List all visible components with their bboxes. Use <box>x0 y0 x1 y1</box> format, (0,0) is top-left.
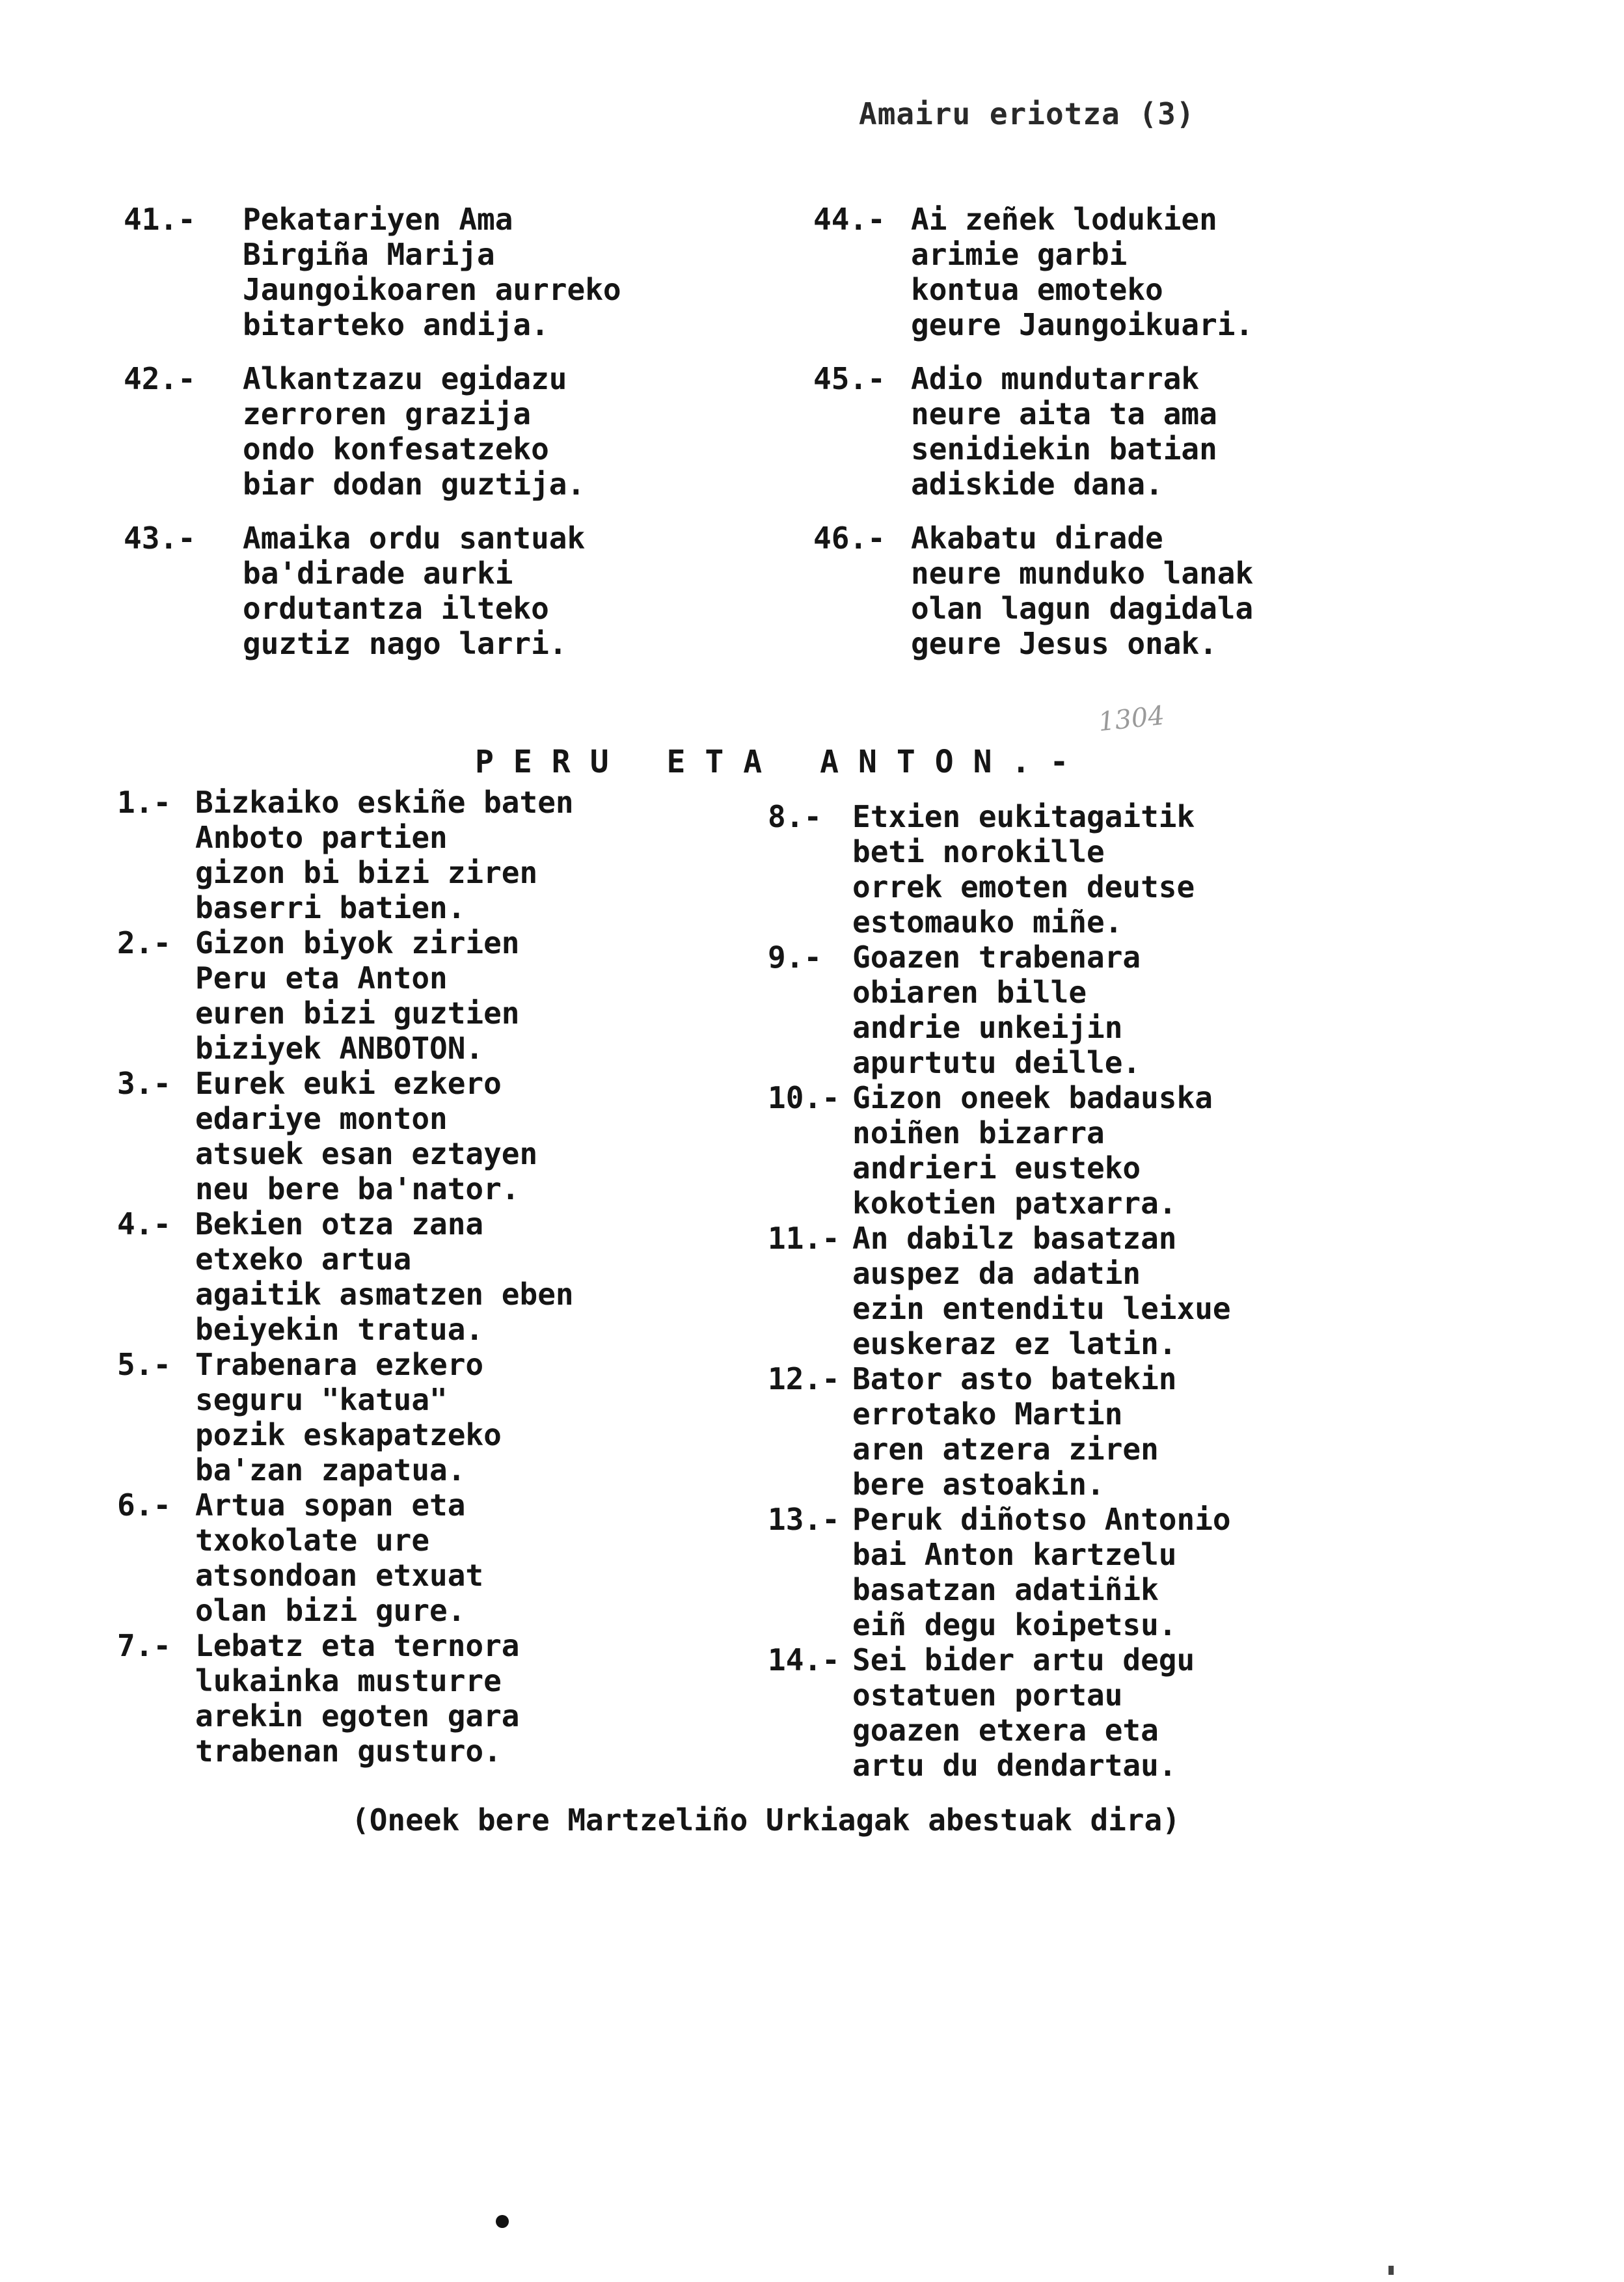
verse <box>768 1221 1231 1361</box>
footer-note: (Oneek bere Martzeliño Urkiagak abestuak dira) <box>351 1802 1180 1838</box>
top-left-column <box>124 202 621 680</box>
ink-mark <box>1388 2266 1394 2275</box>
verse-number: 43.- <box>124 521 196 556</box>
verse-line: andrieri eusteko <box>852 1150 1141 1186</box>
verse <box>813 521 1253 661</box>
verse-line: Trabenara ezkero <box>195 1347 484 1382</box>
verse <box>768 1080 1231 1221</box>
verse-line: beti norokille <box>852 834 1105 869</box>
verse-line: An dabilz basatzan <box>852 1221 1177 1256</box>
verse-line: Akabatu dirade <box>911 521 1163 556</box>
verse-line: Ai zeñek lodukien <box>911 202 1217 237</box>
verse-line: pozik eskapatzeko <box>195 1417 502 1452</box>
verse-line: Lebatz eta ternora <box>195 1628 520 1663</box>
verse-number: 1.- <box>117 785 172 820</box>
verse <box>117 1487 574 1628</box>
page-header: Amairu eriotza (3) <box>859 96 1195 131</box>
verse-line: aren atzera ziren <box>852 1432 1159 1467</box>
verse <box>117 1347 574 1487</box>
verse-line: arimie garbi <box>911 237 1128 272</box>
verse-line: Artua sopan eta <box>195 1487 466 1523</box>
verse-line: trabenan gusturo. <box>195 1733 502 1769</box>
verse-line: basatzan adatiñik <box>852 1572 1159 1607</box>
verse-line: gizon bi bizi ziren <box>195 855 538 890</box>
verse-line: Sei bider artu degu <box>852 1642 1195 1678</box>
verse-number: 46.- <box>813 521 886 556</box>
verse-line: orrek emoten deutse <box>852 869 1195 904</box>
verse-number: 14.- <box>768 1642 840 1678</box>
verse-line: kontua emoteko <box>911 272 1163 307</box>
verse-line: obiaren bille <box>852 975 1087 1010</box>
verse <box>768 799 1231 940</box>
verse-number: 45.- <box>813 361 886 396</box>
verse-line: senidiekin batian <box>911 431 1217 467</box>
verse-line: ostatuen portau <box>852 1678 1123 1713</box>
verse-line: atsondoan etxuat <box>195 1558 484 1593</box>
verse <box>117 1628 574 1769</box>
verse <box>117 1066 574 1206</box>
verse-line: atsuek esan eztayen <box>195 1136 538 1171</box>
verse <box>124 361 621 502</box>
ink-dot <box>496 2215 509 2228</box>
verse-line: goazen etxera eta <box>852 1713 1159 1748</box>
verse-number: 41.- <box>124 202 196 237</box>
verse-number: 44.- <box>813 202 886 237</box>
verse-line: neure aita ta ama <box>911 396 1217 431</box>
verse-line: errotako Martin <box>852 1396 1123 1432</box>
verse-line: eiñ degu koipetsu. <box>852 1607 1177 1642</box>
verse-line: geure Jesus onak. <box>911 626 1217 661</box>
verse-line: biziyek ANBOTON. <box>195 1031 484 1066</box>
verse-number: 11.- <box>768 1221 840 1256</box>
verse-number: 5.- <box>117 1347 172 1382</box>
verse-line: ezin entenditu leixue <box>852 1291 1231 1326</box>
verse-line: Bekien otza zana <box>195 1206 484 1242</box>
section-title: PERU ETA ANTON.- <box>475 744 1089 780</box>
verse-number: 9.- <box>768 940 822 975</box>
verse-line: andrie unkeijin <box>852 1010 1123 1045</box>
verse-line: ondo konfesatzeko <box>243 431 549 467</box>
verse-line: beiyekin tratua. <box>195 1312 484 1347</box>
verse-line: Amaika ordu santuak <box>243 521 586 556</box>
verse <box>768 1642 1231 1783</box>
verse-number: 4.- <box>117 1206 172 1242</box>
verse-line: euskeraz ez latin. <box>852 1326 1177 1361</box>
verse-number: 3.- <box>117 1066 172 1101</box>
verse-line: Etxien eukitagaitik <box>852 799 1195 834</box>
verse-line: geure Jaungoikuari. <box>911 307 1254 342</box>
verse-line: arekin egoten gara <box>195 1698 520 1733</box>
verse-line: neure munduko lanak <box>911 556 1254 591</box>
verse-line: Pekatariyen Ama <box>243 202 513 237</box>
verse-line: bai Anton kartzelu <box>852 1537 1177 1572</box>
verse-line: apurtutu deille. <box>852 1045 1141 1080</box>
top-right-column <box>813 202 1253 680</box>
verse-line: Anboto partien <box>195 820 448 855</box>
verse-line: euren bizi guztien <box>195 996 520 1031</box>
verse-line: guztiz nago larri. <box>243 626 567 661</box>
verse <box>813 361 1253 502</box>
verse-line: Birgiña Marija <box>243 237 495 272</box>
verse-line: bitarteko andija. <box>243 307 549 342</box>
verse <box>117 925 574 1066</box>
verse-number: 12.- <box>768 1361 840 1396</box>
verse-line: estomauko miñe. <box>852 904 1123 940</box>
verse <box>813 202 1253 342</box>
verse-line: Peru eta Anton <box>195 960 448 996</box>
verse <box>124 521 621 661</box>
margin-note: 1304 <box>1096 700 1166 738</box>
verse-line: Bator asto batekin <box>852 1361 1177 1396</box>
verse-line: Alkantzazu egidazu <box>243 361 567 396</box>
verse-line: Eurek euki ezkero <box>195 1066 502 1101</box>
verse-line: Adio mundutarrak <box>911 361 1200 396</box>
verse-line: agaitik asmatzen eben <box>195 1277 574 1312</box>
verse-line: olan bizi gure. <box>195 1593 466 1628</box>
verse-line: kokotien patxarra. <box>852 1186 1177 1221</box>
verse-number: 2.- <box>117 925 172 960</box>
verse-line: baserri batien. <box>195 890 466 925</box>
verse-line: zerroren grazija <box>243 396 532 431</box>
verse-line: Bizkaiko eskiñe baten <box>195 785 574 820</box>
verse <box>768 940 1231 1080</box>
verse-number: 8.- <box>768 799 822 834</box>
verse-number: 13.- <box>768 1502 840 1537</box>
verse <box>117 785 574 925</box>
verse-line: ba'dirade aurki <box>243 556 513 591</box>
verse-line: lukainka musturre <box>195 1663 502 1698</box>
verse-line: bere astoakin. <box>852 1467 1105 1502</box>
verse-number: 10.- <box>768 1080 840 1115</box>
verse-line: olan lagun dagidala <box>911 591 1254 626</box>
verse-line: artu du dendartau. <box>852 1748 1177 1783</box>
verse-line: Jaungoikoaren aurreko <box>243 272 621 307</box>
verse-line: ordutantza ilteko <box>243 591 549 626</box>
verse-line: Gizon oneek badauska <box>852 1080 1213 1115</box>
verse-line: ba'zan zapatua. <box>195 1452 466 1487</box>
verse-number: 7.- <box>117 1628 172 1663</box>
verse-line: etxeko artua <box>195 1242 412 1277</box>
verse-line: Gizon biyok zirien <box>195 925 520 960</box>
bottom-left-column <box>117 785 574 1769</box>
verse-number: 6.- <box>117 1487 172 1523</box>
verse-line: edariye monton <box>195 1101 448 1136</box>
verse-line: adiskide dana. <box>911 467 1163 502</box>
verse-line: Peruk diñotso Antonio <box>852 1502 1231 1537</box>
verse <box>117 1206 574 1347</box>
verse-line: biar dodan guztija. <box>243 467 586 502</box>
verse-line: noiñen bizarra <box>852 1115 1105 1150</box>
verse <box>768 1502 1231 1642</box>
verse-number: 42.- <box>124 361 196 396</box>
verse-line: auspez da adatin <box>852 1256 1141 1291</box>
verse-line: Goazen trabenara <box>852 940 1141 975</box>
verse-line: seguru "katua" <box>195 1382 448 1417</box>
verse <box>124 202 621 342</box>
verse-line: neu bere ba'nator. <box>195 1171 520 1206</box>
verse <box>768 1361 1231 1502</box>
verse-line: txokolate ure <box>195 1523 430 1558</box>
bottom-right-column <box>768 799 1231 1783</box>
